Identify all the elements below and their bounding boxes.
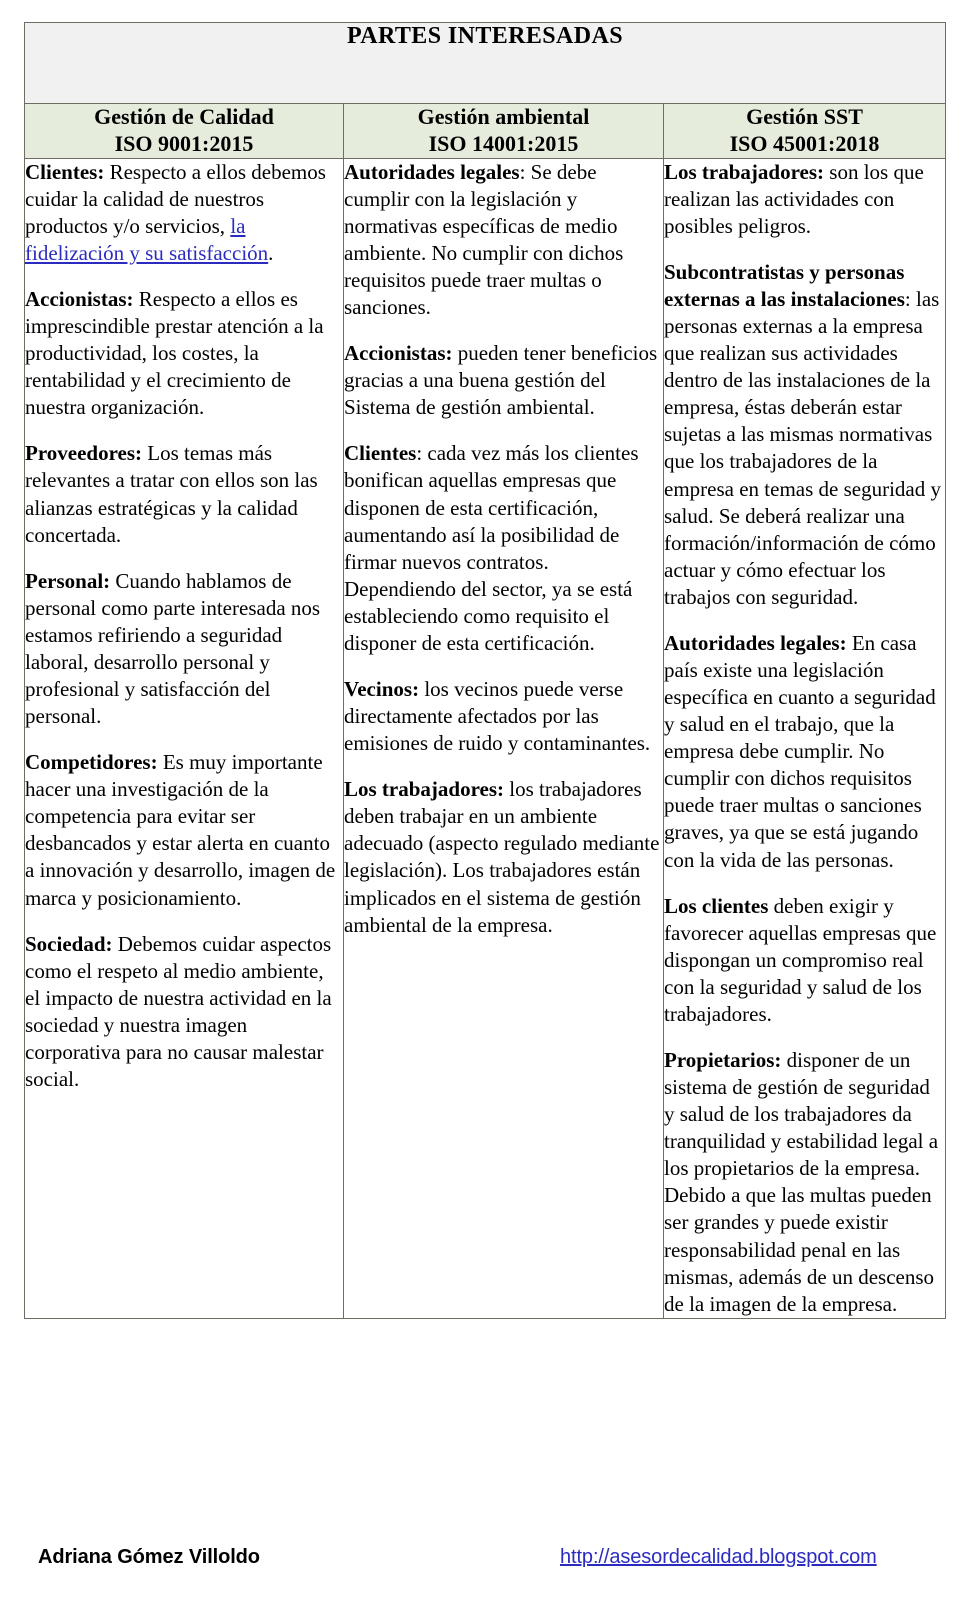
stakeholder-text: los vecinos puede verse directamente afectados por las emisiones de ruido y contaminantes.	[344, 676, 651, 756]
stakeholder-text: los trabajadores deben trabajar en un ambiente adecuado (aspecto regulado mediante legislación). Los trabajadores están implicados en el sistema de gestión ambiental de la empresa.	[344, 777, 660, 937]
stakeholder-text: Cuando hablamos de personal como parte interesada nos estamos refiriendo a seguridad laboral, desarrollo personal y profesional y satisfacción del personal.	[25, 568, 321, 729]
stakeholder-text: Debemos cuidar aspectos como el respeto al medio ambiente, el impacto de nuestra actividad en la sociedad y nuestra imagen corporativa para no causar malestar social.	[25, 931, 332, 1091]
stakeholder-text: : las personas externas a la empresa que realizan sus actividades dentro de las instalaciones de la empresa, éstas deberán estar sujetas a las mismas normativas que los trabajadores de la empresa en temas de seguridad y salud. Se deberá realizar una formación/información de cómo actuar y cómo efectuar los trabajos con seguridad.	[664, 286, 941, 609]
stakeholder-term: Propietarios:	[664, 1048, 782, 1072]
stakeholder-paragraph	[664, 159, 945, 240]
stakeholder-paragraph	[344, 676, 663, 757]
table-title: PARTES INTERESADAS	[347, 23, 623, 49]
stakeholder-text: pueden tener beneficios gracias a una buena gestión del Sistema de gestión ambiental.	[344, 341, 658, 420]
stakeholder-paragraph	[344, 440, 663, 657]
table-title-row	[25, 23, 946, 104]
stakeholder-paragraph	[664, 893, 945, 1028]
stakeholder-paragraph	[25, 568, 343, 730]
stakeholder-paragraph	[25, 440, 343, 548]
stakeholder-term: Personal:	[25, 568, 111, 593]
stakeholder-term: Accionistas:	[25, 286, 134, 311]
stakeholder-paragraph	[344, 776, 663, 938]
stakeholder-text: deben exigir y favorecer aquellas empresas que dispongan un compromiso real con la seguridad y salud de los trabajadores.	[664, 893, 937, 1026]
stakeholder-term: Proveedores:	[25, 441, 143, 466]
stakeholder-paragraph	[344, 340, 663, 421]
stakeholder-term: Clientes:	[25, 159, 105, 184]
column-header-environment	[344, 104, 664, 159]
stakeholders-table	[24, 22, 946, 1319]
stakeholder-term: Clientes	[344, 441, 417, 466]
stakeholder-term: Autoridades legales	[344, 159, 520, 184]
footer-author: Adriana Gómez Villoldo	[38, 1546, 260, 1568]
stakeholder-text: Los temas más relevantes a tratar con ellos son las alianzas estratégicas y la calidad concertada.	[25, 441, 318, 547]
page-footer	[24, 1546, 945, 1586]
stakeholder-paragraph	[25, 749, 343, 911]
stakeholder-paragraph	[344, 159, 663, 321]
column-content-environment	[344, 158, 664, 1318]
stakeholder-paragraph	[664, 630, 945, 874]
stakeholder-text: : cada vez más los clientes bonifican aquellas empresas que disponen de esta certificación, aumentando así la posibilidad de firmar nuevos contratos. Dependiendo del sector, ya se está estableciendo como requisito el disponer de esta certificación.	[344, 441, 639, 655]
stakeholder-term: Autoridades legales:	[664, 630, 847, 655]
column-header-quality	[25, 104, 344, 159]
column-content-sst	[664, 158, 946, 1318]
stakeholder-text-after-link: .	[268, 240, 274, 265]
stakeholder-term: Accionistas:	[344, 341, 453, 366]
stakeholder-text-before-link: Respecto a ellos debemos cuidar la calidad de nuestros productos y/o servicios,	[25, 159, 326, 238]
stakeholder-paragraph	[25, 159, 343, 267]
table-content-row	[25, 158, 946, 1318]
column-header-environment-line2: ISO 14001:2015	[428, 130, 579, 156]
stakeholder-term: Los clientes	[664, 893, 769, 918]
column-header-sst	[664, 104, 946, 159]
stakeholder-term: Vecinos:	[344, 676, 420, 701]
column-header-quality-line2: ISO 9001:2015	[114, 130, 254, 156]
fidelizacion-link[interactable]: la fidelización y su satisfacción	[25, 213, 269, 265]
stakeholder-paragraph	[664, 1047, 945, 1318]
stakeholder-text: Es muy importante hacer una investigación de la competencia para evitar ser desbancados y estar alerta en cuanto a innovación y desarrollo, imagen de marca y posicionamiento.	[25, 750, 336, 910]
stakeholder-text: Respecto a ellos es imprescindible prestar atención a la productividad, los costes, la rentabilidad y el crecimiento de nuestra organización.	[25, 286, 324, 420]
column-header-sst-line2: ISO 45001:2018	[729, 130, 880, 156]
stakeholder-term: Subcontratistas y personas externas a las instalaciones	[664, 259, 905, 311]
stakeholder-term: Sociedad:	[25, 931, 113, 956]
stakeholder-term: Los trabajadores:	[344, 777, 505, 802]
column-header-environment-line1: Gestión ambiental	[417, 104, 590, 129]
stakeholder-text: disponer de un sistema de gestión de seguridad y salud de los trabajadores da tranquilidad y estabilidad legal a los propietarios de la empresa. Debido a que las multas pueden ser grandes y puede existir responsabilidad penal en las mismas, además de un descenso de la imagen de la empresa.	[664, 1048, 939, 1316]
column-content-quality	[25, 158, 344, 1318]
stakeholder-text: : Se debe cumplir con la legislación y normativas específicas de medio ambiente. No cumplir con dichos requisitos puede traer multas o sanciones.	[344, 159, 624, 320]
column-header-sst-line1: Gestión SST	[746, 104, 863, 129]
stakeholder-paragraph	[664, 259, 945, 611]
table-header-row	[25, 104, 946, 159]
column-header-quality-line1: Gestión de Calidad	[94, 104, 274, 129]
stakeholder-term: Los trabajadores:	[664, 159, 825, 184]
stakeholder-paragraph	[25, 286, 343, 421]
footer-blog-link[interactable]: http://asesordecalidad.blogspot.com	[560, 1546, 877, 1568]
stakeholder-text: En casa país existe una legislación específica en cuanto a seguridad y salud en el trabajo, que la empresa debe cumplir. No cumplir con dichos requisitos puede traer multas o sanciones graves, ya que se está jugando con la vida de las personas.	[664, 630, 936, 872]
stakeholder-text: son los que realizan las actividades con posibles peligros.	[664, 159, 924, 238]
table-title-cell	[25, 23, 946, 104]
stakeholder-paragraph	[25, 931, 343, 1093]
stakeholder-term: Competidores:	[25, 750, 158, 775]
